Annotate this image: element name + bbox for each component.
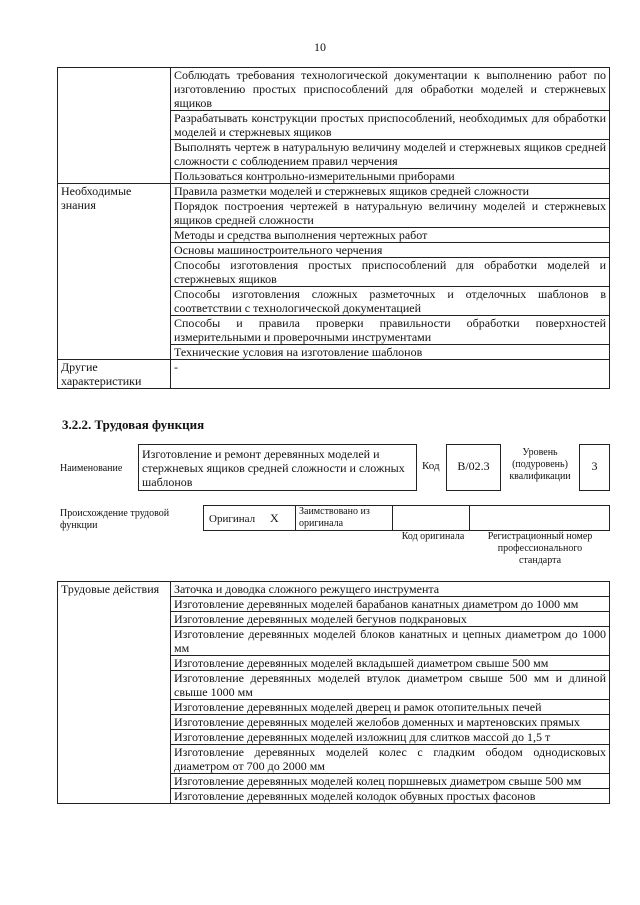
borrowed-label: Заимствовано из оригинала — [295, 505, 393, 531]
skill-item: Разрабатывать конструкции простых приспособлений, необходимых для обработки моделей и стержневых ящиков — [171, 111, 610, 140]
action-item: Изготовление деревянных моделей колодок обувных простых фасонов — [171, 789, 610, 804]
knowledge-item: Основы машиностроительного черчения — [171, 243, 610, 258]
skill-item: Соблюдать требования технологической документации к выполнению работ по изготовлению простых приспособлений для обработки моделей и стержневых ящиков — [171, 68, 610, 111]
qualification-level-label: Уровень (подуровень) квалификации — [509, 447, 571, 482]
reg-number-label: Регистрационный номер профессионального стандарта — [487, 531, 593, 566]
action-item: Изготовление деревянных моделей изложниц для слитков массой до 1,5 т — [171, 730, 610, 745]
skill-item: Пользоваться контрольно-измерительными приборами — [171, 169, 610, 184]
other-characteristics-label: Другие характеристики — [58, 360, 171, 389]
action-item: Изготовление деревянных моделей втулок диаметром свыше 500 мм и длиной свыше 1000 мм — [171, 671, 610, 700]
action-item: Изготовление деревянных моделей дверец и рамок отопительных печей — [171, 700, 610, 715]
skill-item: Выполнять чертеж в натуральную величину моделей и стержневых ящиков средней сложности с соблюдением правил черчения — [171, 140, 610, 169]
knowledge-item: Порядок построения чертежей в натуральную величину моделей и стержневых ящиков средней сложности — [171, 199, 610, 228]
knowledge-item: Правила разметки моделей и стержневых ящиков средней сложности — [171, 184, 610, 199]
section-title: 3.2.2. Трудовая функция — [62, 417, 205, 432]
action-item: Изготовление деревянных моделей колес с гладким ободом однодисковых диаметром от 700 до 2000 мм — [171, 745, 610, 774]
qualification-level-value: 3 — [579, 444, 610, 491]
code-original-box — [392, 505, 470, 531]
action-item: Изготовление деревянных моделей блоков канатных и цепных диаметром до 1000 мм — [171, 627, 610, 656]
action-item: Заточка и доводка сложного режущего инструмента — [171, 582, 610, 597]
action-item: Изготовление деревянных моделей колец поршневых диаметром свыше 500 мм — [171, 774, 610, 789]
labor-actions-label: Трудовые действия — [58, 582, 171, 804]
reg-number-box — [469, 505, 610, 531]
knowledge-label: Необходимые знания — [58, 184, 171, 360]
action-item: Изготовление деревянных моделей барабанов канатных диаметром до 1000 мм — [171, 597, 610, 612]
skills-knowledge-table — [57, 67, 610, 389]
skills-category-cell — [58, 68, 171, 184]
table-row — [58, 360, 610, 389]
knowledge-item: Технические условия на изготовление шаблонов — [171, 345, 610, 360]
table-row — [58, 68, 610, 111]
other-characteristics-value: - — [171, 360, 610, 389]
knowledge-item: Способы изготовления простых приспособлений для обработки моделей и стержневых ящиков — [171, 258, 610, 287]
table-row — [58, 582, 610, 597]
table-row — [58, 184, 610, 199]
function-name-box: Изготовление и ремонт деревянных моделей и стержневых ящиков средней сложности и сложных шаблонов — [138, 444, 417, 491]
code-label: Код — [422, 460, 440, 472]
page-number: 10 — [314, 40, 326, 54]
origin-original-box — [203, 505, 296, 531]
name-label: Наименование — [60, 463, 123, 474]
knowledge-item: Способы и правила проверки правильности обработки поверхностей измерительными и проверочными инструментами — [171, 316, 610, 345]
action-item: Изготовление деревянных моделей желобов доменных и мартеновских прямых — [171, 715, 610, 730]
labor-actions-table — [57, 581, 610, 804]
origin-label: Происхождение трудовой функции — [60, 508, 170, 531]
original-mark: X — [270, 511, 279, 525]
action-item: Изготовление деревянных моделей бегунов подкрановых — [171, 612, 610, 627]
code-original-label: Код оригинала — [401, 531, 465, 542]
knowledge-item: Методы и средства выполнения чертежных работ — [171, 228, 610, 243]
knowledge-item: Способы изготовления сложных разметочных и отделочных шаблонов в соответствии с технологической документацией — [171, 287, 610, 316]
original-label: Оригинал — [209, 513, 256, 525]
action-item: Изготовление деревянных моделей вкладышей диаметром свыше 500 мм — [171, 656, 610, 671]
code-value: B/02.3 — [446, 444, 501, 491]
